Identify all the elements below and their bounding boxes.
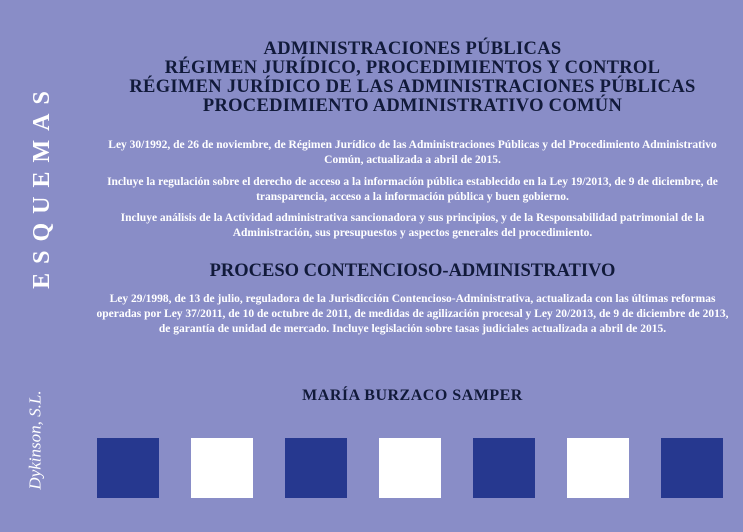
square-blue <box>473 438 535 498</box>
section-heading: PROCESO CONTENCIOSO-ADMINISTRATIVO <box>209 261 616 281</box>
series-label <box>22 70 62 300</box>
square-white <box>191 438 253 498</box>
description-paragraph-4: Ley 29/1998, de 13 de julio, reguladora de la Jurisdicción Contencioso-Administrativa, actualizada con las últimas reformas operadas por Ley 37/2011, de 10 de octubre de 2011, de medidas de agilización procesal y Ley 20/2013, de 9 de diciembre de 2013, de garantía de unidad de mercado. Incluye legislación sobre tasas judiciales actualizada a abril de 2015. <box>96 293 729 335</box>
description-paragraph-3: Incluye análisis de la Actividad administrativa sancionadora y sus principios, y de la Responsabilidad patrimonial de la Administración, sus presupuestos y aspectos generales del procedimiento. <box>120 212 705 239</box>
cover-title <box>90 40 735 116</box>
author-name: MARÍA BURZACO SAMPER <box>302 387 523 404</box>
square-white <box>379 438 441 498</box>
square-blue <box>285 438 347 498</box>
square-blue <box>97 438 159 498</box>
title-line-3: RÉGIMEN JURÍDICO DE LAS ADMINISTRACIONES PÚBLICAS <box>129 77 696 97</box>
decorative-squares <box>0 438 743 498</box>
title-line-2: RÉGIMEN JURÍDICO, PROCEDIMIENTOS Y CONTROL <box>164 58 661 78</box>
publisher-text: Dykinson, S.L. <box>26 390 46 490</box>
square-blue <box>661 438 723 498</box>
title-line-4: PROCEDIMIENTO ADMINISTRATIVO COMÚN <box>202 96 623 116</box>
title-line-1: ADMINISTRACIONES PÚBLICAS <box>263 39 562 59</box>
description-paragraph-1: Ley 30/1992, de 26 de noviembre, de Régimen Jurídico de las Administraciones Públicas y del Procedimiento Administrativo Común, actualizada a abril de 2015. <box>108 139 717 166</box>
square-white <box>567 438 629 498</box>
description-paragraph-2: Incluye la regulación sobre el derecho de acceso a la información pública establecido en la Ley 19/2013, de 9 de diciembre, de transparencia, acceso a la información pública y buen gobierno. <box>107 176 718 203</box>
series-text: ESQUEMAS <box>28 81 55 289</box>
